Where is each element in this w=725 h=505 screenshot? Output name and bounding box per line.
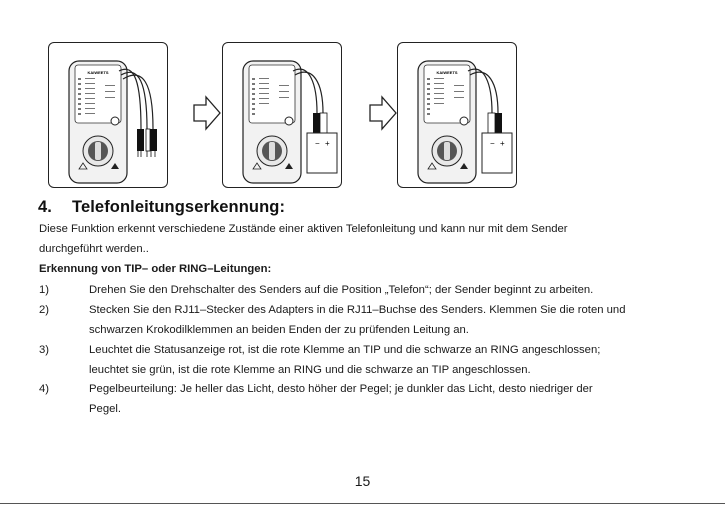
step-number: 3) — [39, 344, 50, 356]
step-text — [89, 300, 689, 340]
step-text — [89, 280, 689, 300]
battery-minus-label: − — [315, 139, 320, 148]
page-number: 15 — [354, 473, 371, 489]
step-line: schwarzen Krokodilklemmen an beiden Enden der zu prüfenden Leitung an. — [89, 324, 469, 336]
section-number: 4. — [38, 198, 52, 216]
device-illustration — [223, 43, 343, 189]
device-illustration — [398, 43, 518, 189]
panel-battery-connected — [222, 42, 342, 188]
brand-label: KAIWEETS — [436, 70, 458, 75]
bottom-rule — [0, 503, 725, 504]
panel-clips-open — [48, 42, 168, 188]
section-title: Telefonleitungserkennung: — [72, 198, 286, 216]
battery-plus-label: + — [325, 139, 330, 148]
step-text — [89, 340, 689, 380]
step-line: leuchtet sie grün, ist die rote Klemme an RING und die schwarze an TIP angeschlossen. — [89, 364, 531, 376]
intro-line: durchgeführt werden.. — [39, 243, 149, 255]
section-heading — [38, 198, 285, 217]
step-line: Pegel. — [89, 403, 122, 415]
battery-minus-label: − — [490, 139, 495, 148]
panel-battery-connected-alt — [397, 42, 517, 188]
intro-line: Diese Funktion erkennt verschiedene Zustände einer aktiven Telefonleitung und kann nur mit dem Sender — [39, 223, 568, 235]
step-line: Drehen Sie den Drehschalter des Senders auf die Position „Telefon“; der Sender beginnt zu arbeiten. — [89, 284, 594, 296]
step-line: Pegelbeurteilung: Je heller das Licht, desto höher der Pegel; je dunkler das Licht, desto niedriger der — [89, 383, 593, 395]
step-number: 4) — [39, 383, 50, 395]
step-line: Stecken Sie den RJ11–Stecker des Adapters in die RJ11–Buchse des Senders. Klemmen Sie die roten und — [89, 304, 626, 316]
subheading: Erkennung von TIP– oder RING–Leitungen: — [39, 263, 272, 275]
arrow-right-icon — [192, 95, 222, 131]
battery-plus-label: + — [500, 139, 505, 148]
step-line: Leuchtet die Statusanzeige rot, ist die rote Klemme an TIP und die schwarze an RING angeschlossen; — [89, 344, 601, 356]
step-text — [89, 379, 689, 419]
step-number: 2) — [39, 304, 50, 316]
device-illustration — [49, 43, 169, 189]
step-number: 1) — [39, 284, 50, 296]
arrow-right-icon — [368, 95, 398, 131]
brand-label: KAIWEETS — [87, 70, 109, 75]
illustration-row — [48, 42, 688, 188]
